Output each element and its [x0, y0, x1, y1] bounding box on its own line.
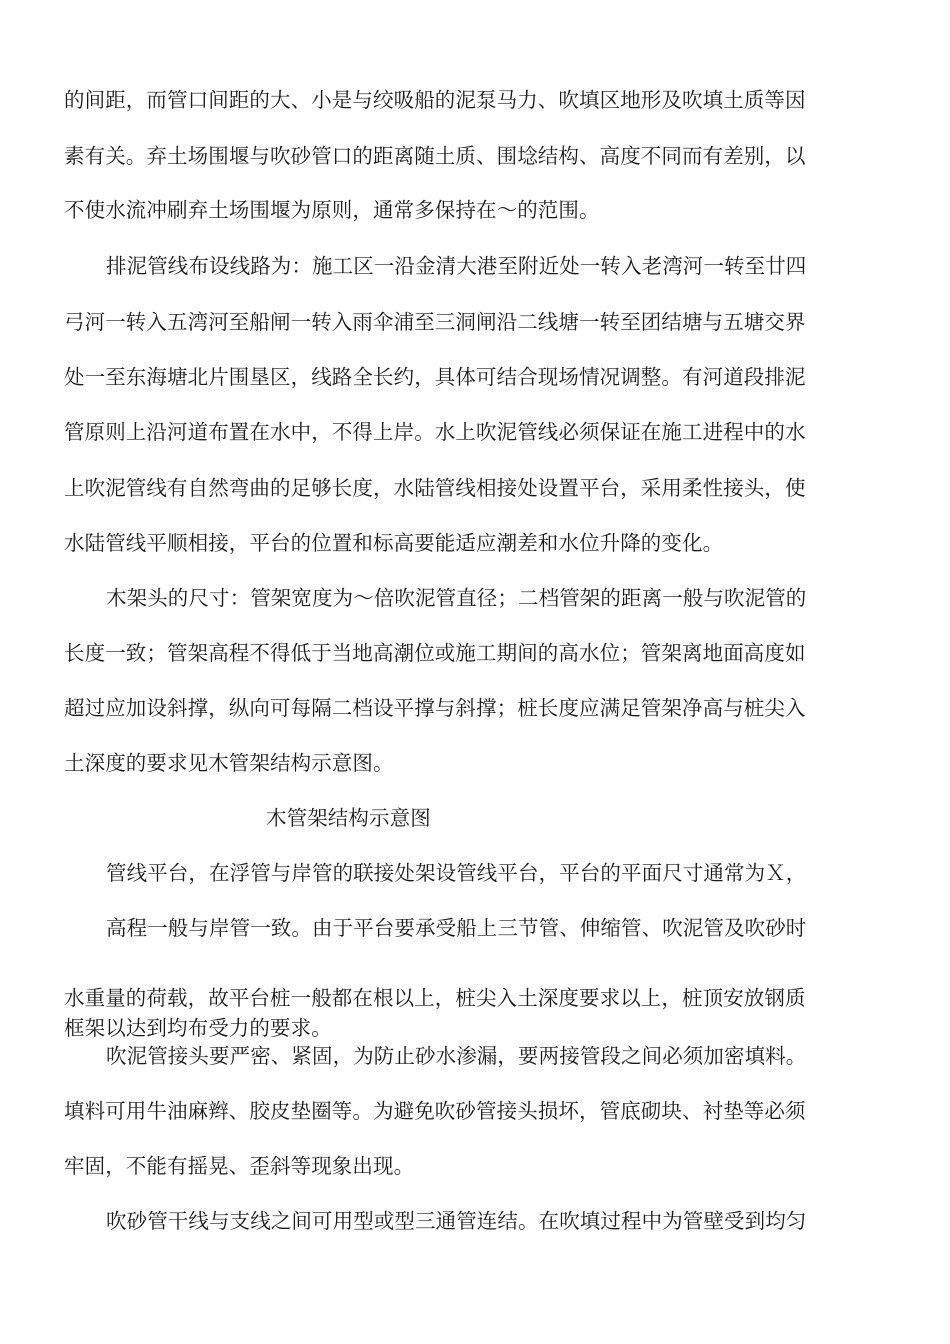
paragraph-start: 木架头的尺寸：管架宽度为～倍吹泥管直径；二档管架的距离一般与吹泥管的 [106, 586, 807, 610]
text-line: 弓河一转入五湾河至船闸一转入雨伞浦至三洞闸沿二线塘一转至团结塘与五塘交界 [64, 310, 806, 334]
paragraph-start: 吹砂管干线与支线之间可用型或型三通管连结。在吹填过程中为管壁受到均匀 [106, 1209, 807, 1233]
text-line: 框架以达到均布受力的要求。 [64, 1016, 332, 1040]
text-line: 填料可用牛油麻辫、胶皮垫圈等。为避免吹砂管接头损坏，管底砌块、衬垫等必须 [64, 1099, 806, 1123]
text-line: 高程一般与岸管一致。由于平台要承受船上三节管、伸缩管、吹泥管及吹砂时 [106, 916, 807, 940]
text-line: 牢固，不能有摇晃、歪斜等现象出现。 [64, 1154, 415, 1178]
text-line: 的间距，而管口间距的大、小是与绞吸船的泥泵马力、吹填区地形及吹填土质等因 [64, 88, 806, 112]
text-line: 水陆管线平顺相接，平台的位置和标高要能适应潮差和水位升降的变化。 [64, 531, 724, 555]
text-line: 土深度的要求见木管架结构示意图。 [64, 751, 394, 775]
text-line: 长度一致；管架高程不得低于当地高潮位或施工期间的高水位；管架离地面高度如 [64, 641, 806, 665]
paragraph-start: 吹泥管接头要严密、紧固，为防止砂水渗漏，要两接管段之间必须加密填料。 [106, 1044, 807, 1068]
paragraph-start: 排泥管线布设线路为：施工区一沿金清大港至附近处一转入老湾河一转至廿四 [106, 254, 807, 278]
text-line: 超过应加设斜撑，纵向可每隔二档设平撑与斜撑；桩长度应满足管架净高与桩尖入 [64, 696, 806, 720]
text-line: 不使水流冲刷弃土场围堰为原则，通常多保持在～的范围。 [64, 198, 600, 222]
paragraph-start: 管线平台，在浮管与岸管的联接处架设管线平台，平台的平面尺寸通常为Ｘ， [106, 861, 807, 885]
text-line: 水重量的荷载，故平台桩一般都在根以上，桩尖入土深度要求以上，桩顶安放钢质 [64, 986, 806, 1010]
figure-caption: 木管架结构示意图 [266, 806, 431, 830]
text-line: 管原则上沿河道布置在水中，不得上岸。水上吹泥管线必须保证在施工进程中的水 [64, 420, 806, 444]
text-line: 素有关。弃土场围堰与吹砂管口的距离随土质、围埝结构、高度不同而有差别，以 [64, 144, 806, 168]
text-line: 上吹泥管线有自然弯曲的足够长度，水陆管线相接处设置平台，采用柔性接头，使 [64, 476, 806, 500]
text-line: 处一至东海塘北片围垦区，线路全长约，具体可结合现场情况调整。有河道段排泥 [64, 365, 806, 389]
